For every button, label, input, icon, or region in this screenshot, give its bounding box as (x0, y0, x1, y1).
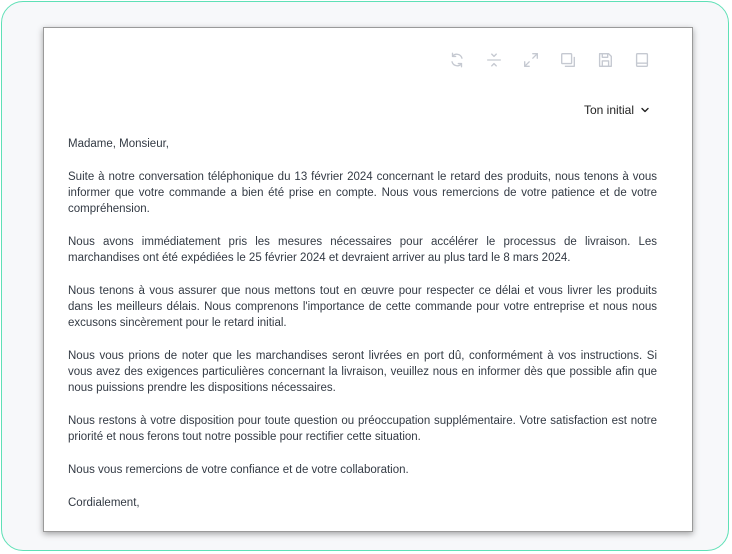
letter-card (43, 27, 693, 532)
letter-body (68, 136, 657, 511)
letter-paragraph: Nous avons immédiatement pris les mesures nécessaires pour accélérer le processus de livraison. Les marchandises ont été expédiées le 25 février 2024 et devraient arriver au plus tard le 8 mars 2024. (68, 235, 657, 265)
split-icon (485, 51, 503, 69)
letter-greeting: Madame, Monsieur, (68, 138, 169, 150)
chevron-down-icon (640, 105, 650, 115)
document-button[interactable] (632, 50, 652, 70)
copy-icon (559, 51, 577, 69)
save-button[interactable] (595, 50, 615, 70)
regenerate-icon (448, 51, 466, 69)
tone-dropdown[interactable] (584, 102, 650, 118)
editor-toolbar (430, 50, 652, 70)
letter-paragraph: Nous vous prions de noter que les marchandises seront livrées en port dû, conformément à vos instructions. Si vous avez des exigences particulières concernant la livraison, veuillez nous en informer dès que possible afin que nous puissions prendre les dispositions nécessaires. (68, 349, 657, 395)
letter-closing: Cordialement, (68, 496, 140, 509)
letter-paragraph: Nous vous remercions de votre confiance et de votre collaboration. (68, 463, 409, 476)
save-icon (596, 51, 614, 69)
expand-button[interactable] (521, 50, 541, 70)
letter-paragraph: Suite à notre conversation téléphonique du 13 février 2024 concernant le retard des produits, nous tenons à vous informer que votre commande a bien été prise en compte. Nous vous remercions de votre patience et de votre compréhension. (68, 170, 657, 216)
letter-paragraph: Nous restons à votre disposition pour toute question ou préoccupation supplémentaire. Votre satisfaction est notre priorité et nous ferons tout notre possible pour rectifier cette situation. (68, 415, 657, 444)
expand-icon (522, 51, 540, 69)
document-icon (633, 51, 651, 69)
tone-dropdown-label: Ton initial (583, 103, 634, 117)
regenerate-button[interactable] (447, 50, 467, 70)
copy-button[interactable] (558, 50, 578, 70)
letter-paragraph: Nous tenons à vous assurer que nous mettons tout en œuvre pour respecter ce délai et vous livrer les produits dans les meilleurs délais. Nous comprenons l'importance de cette commande pour votre entreprise et nous nous excusons sincèrement pour le retard initial. (68, 284, 657, 330)
app-frame (1, 1, 729, 551)
split-button[interactable] (484, 50, 504, 70)
